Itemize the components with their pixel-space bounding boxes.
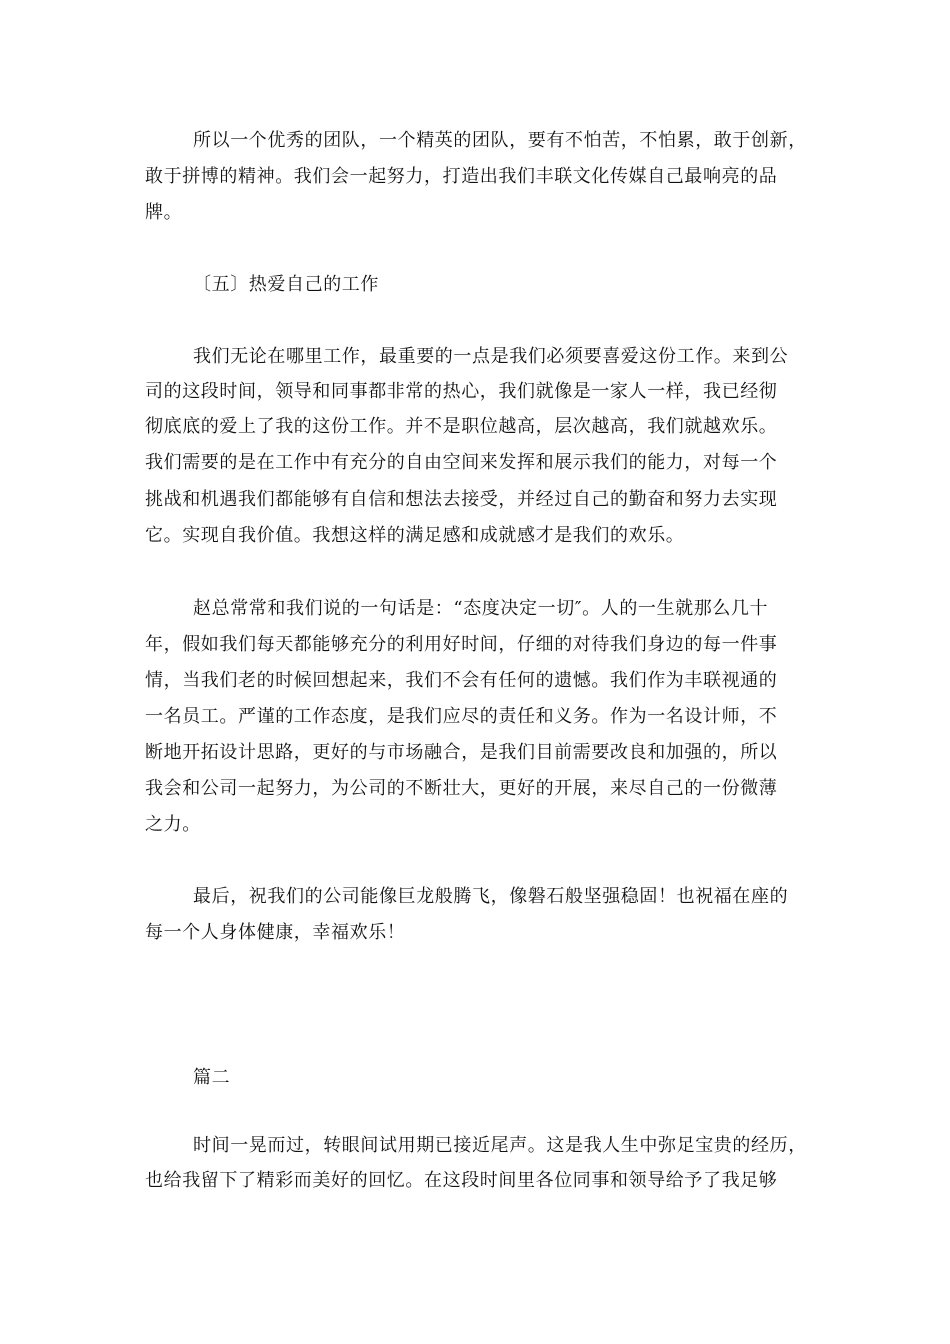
text-line: 彻底底的爱上了我的这份工作。并不是职位越高，层次越高，我们就越欢乐。 bbox=[145, 416, 778, 437]
section-heading: 〔五〕热爱自己的工作 bbox=[193, 274, 379, 295]
text-line: 赵总常常和我们说的一句话是：“态度决定一切″。人的一生就那么几十 bbox=[193, 598, 769, 619]
text-line: 它。实现自我价值。我想这样的满足感和成就感才是我们的欢乐。 bbox=[145, 525, 685, 546]
text-line: 时间一晃而过，转眼间试用期已接近尾声。这是我人生中弥足宝贵的经历， bbox=[193, 1135, 807, 1156]
text-line: 最后，祝我们的公司能像巨龙般腾飞，像磐石般坚强稳固！也祝福在座的 bbox=[193, 886, 789, 907]
text-line: 司的这段时间，领导和同事都非常的热心，我们就像是一家人一样，我已经彻 bbox=[145, 381, 778, 402]
text-line: 情，当我们老的时候回想起来，我们不会有任何的遗憾。我们作为丰联视通的 bbox=[145, 670, 778, 691]
text-line: 牌。 bbox=[145, 202, 183, 223]
text-line: 我会和公司一起努力，为公司的不断壮大，更好的开展，来尽自己的一份微薄 bbox=[145, 778, 778, 799]
text-line: 挑战和机遇我们都能够有自信和想法去接受，并经过自己的勤奋和努力去实现 bbox=[145, 489, 778, 510]
text-line: 敢于拼博的精神。我们会一起努力，打造出我们丰联文化传媒自己最响亮的品 bbox=[145, 166, 778, 187]
text-line: 每一个人身体健康，幸福欢乐！ bbox=[145, 922, 406, 943]
text-line: 年，假如我们每天都能够充分的利用好时间，仔细的对待我们身边的每一件事 bbox=[145, 634, 778, 655]
text-line: 所以一个优秀的团队，一个精英的团队，要有不怕苦，不怕累，敢于创新， bbox=[193, 130, 807, 151]
text-line: 之力。 bbox=[145, 814, 201, 835]
text-line: 也给我留下了精彩而美好的回忆。在这段时间里各位同事和领导给予了我足够 bbox=[145, 1170, 778, 1191]
text-line: 我们无论在哪里工作，最重要的一点是我们必须要喜爱这份工作。来到公 bbox=[193, 346, 789, 367]
text-line: 一名员工。严谨的工作态度，是我们应尽的责任和义务。作为一名设计师，不 bbox=[145, 706, 778, 727]
text-line: 断地开拓设计思路，更好的与市场融合，是我们目前需要改良和加强的，所以 bbox=[145, 742, 778, 763]
section-heading: 篇二 bbox=[193, 1067, 231, 1088]
text-line: 我们需要的是在工作中有充分的自由空间来发挥和展示我们的能力，对每一个 bbox=[145, 452, 778, 473]
